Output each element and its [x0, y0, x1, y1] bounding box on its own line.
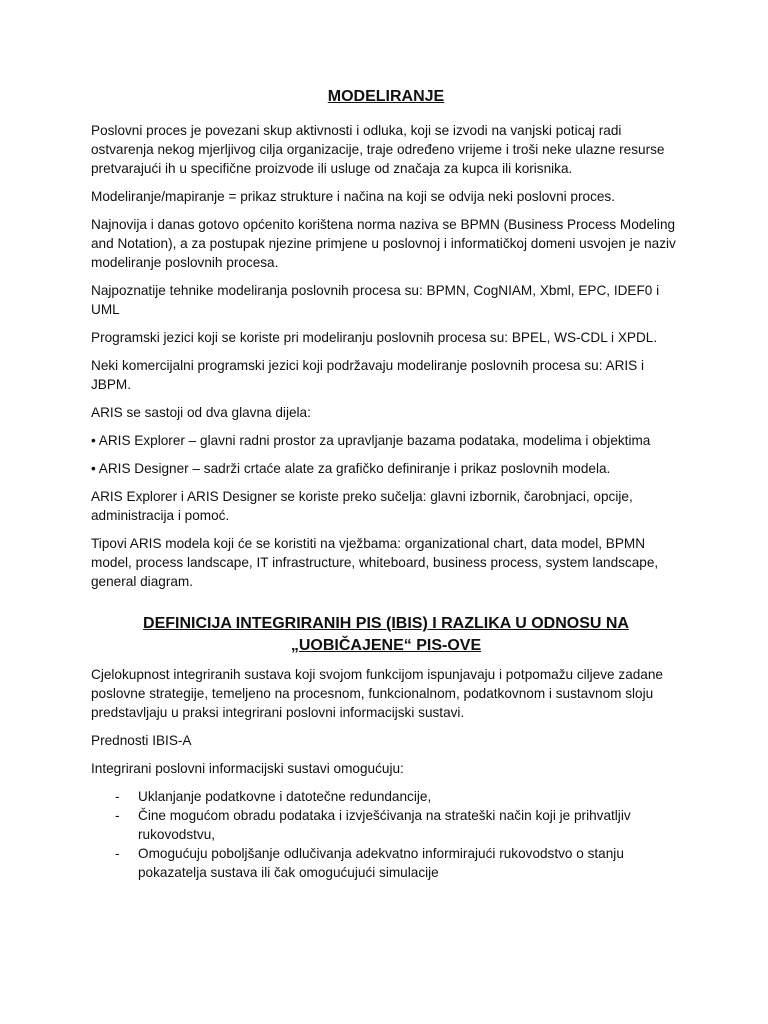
paragraph: Programski jezici koji se koriste pri modeliranju poslovnih procesa su: BPEL, WS-CDL i XPDL.: [91, 330, 658, 345]
list-item: [91, 844, 681, 882]
section-title-line: „UOBIČAJENE“ PIS-OVE: [290, 637, 482, 654]
paragraph: Najnovija i danas gotovo općenito korištena norma naziva se BPMN (Business Process Modeling and Notation), a za postupak njezine primjene u poslovnoj i informatičkoj domeni usvojen je naziv modeliranje poslovnih procesa.: [91, 217, 676, 270]
list-item: [91, 806, 681, 844]
paragraph: Poslovni proces je povezani skup aktivnosti i odluka, koji se izvodi na vanjski poticaj radi ostvarenja nekog mjerljivog cilja organizacije, traje određeno vrijeme i troši neke ulazne resurse pretvarajući ih u specifične proizvode ili usluge od značaja za kupca ili korisnika.: [91, 123, 665, 176]
list-item-text: Čine mogućom obradu podataka i izvješćivanja na strateški način koji je prihvatljiv rukovodstvu,: [138, 808, 631, 842]
dash-marker: -: [115, 846, 120, 861]
paragraph: Integrirani poslovni informacijski sustavi omogućuju:: [91, 761, 404, 776]
list-item-text: Uklanjanje podatkovne i datotečne redundancije,: [138, 789, 432, 804]
list-item: [91, 787, 681, 806]
list-item-text: Omogućuju poboljšanje odlučivanja adekvatno informirajući rukovodstvo o stanju pokazatelja sustava ili čak omogućujući simulacije: [138, 846, 624, 880]
advantages-list: [91, 787, 681, 882]
paragraph: Neki komercijalni programski jezici koji podržavaju modeliranje poslovnih procesa su: ARIS i JBPM.: [91, 358, 645, 392]
dash-marker: -: [115, 808, 120, 823]
section-title-ibis: [91, 613, 681, 657]
paragraph: Tipovi ARIS modela koji će se koristiti na vježbama: organizational chart, data model, BPMN model, process landscape, IT infrastructure, whiteboard, business process, system landscape, general diagram.: [91, 536, 659, 589]
paragraph: ARIS se sastoji od dva glavna dijela:: [91, 405, 311, 420]
section-title-line: DEFINICIJA INTEGRIRANIH PIS (IBIS) I RAZLIKA U ODNOSU NA: [143, 615, 629, 632]
paragraph: ARIS Explorer i ARIS Designer se koriste preko sučelja: glavni izbornik, čarobnjaci, opcije, administracija i pomoć.: [91, 489, 633, 523]
section-title-modeliranje: MODELIRANJE: [327, 88, 445, 105]
paragraph: Cjelokupnost integriranih sustava koji svojom funkcijom ispunjavaju i potpomažu ciljeve zadane poslovne strategije, temeljeno na procesnom, funkcionalnom, podatkovnom i sustavnom sloju predstavljaju u praksi integrirani poslovni informacijski sustavi.: [91, 667, 663, 720]
bullet-paragraph: • ARIS Designer – sadrži crtaće alate za grafičko definiranje i prikaz poslovnih modela.: [91, 461, 611, 476]
paragraph: Modeliranje/mapiranje = prikaz strukture i načina na koji se odvija neki poslovni proces.: [91, 189, 616, 204]
dash-marker: -: [115, 789, 120, 804]
document-content: [91, 86, 681, 882]
bullet-paragraph: • ARIS Explorer – glavni radni prostor za upravljanje bazama podataka, modelima i objektima: [91, 433, 651, 448]
subheading: Prednosti IBIS-A: [91, 733, 192, 748]
paragraph: Najpoznatije tehnike modeliranja poslovnih procesa su: BPMN, CogNIAM, Xbml, EPC, IDEF0 i UML: [91, 283, 660, 317]
